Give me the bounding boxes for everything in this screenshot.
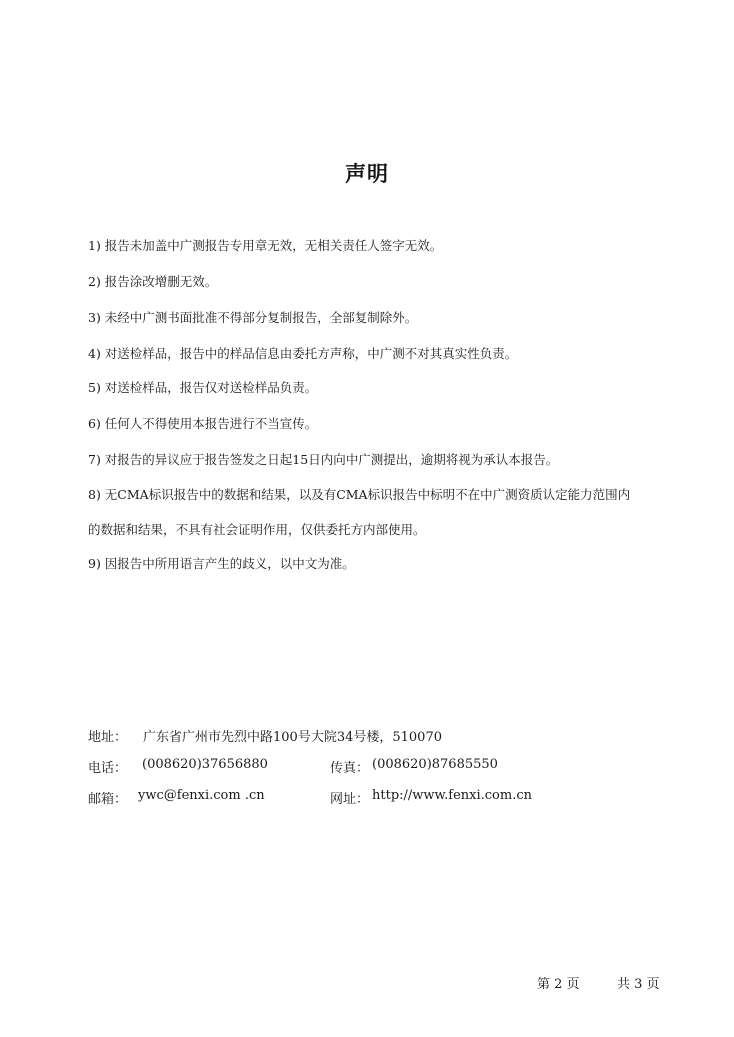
website-value: http://www.fenxi.com.cn — [372, 788, 532, 803]
page-number-total: 共 3 页 — [617, 977, 660, 992]
clause-3: 3) 未经中广测书面批准不得部分复制报告，全部复制除外。 — [88, 310, 418, 325]
phone-label: 电话： — [88, 761, 128, 776]
page-number-current: 第 2 页 — [537, 977, 580, 992]
clause-6: 6) 任何人不得使用本报告进行不当宣传。 — [88, 416, 318, 431]
clause-9: 9) 因报告中所用语言产生的歧义，以中文为准。 — [88, 556, 355, 571]
address-label: 地址： — [88, 730, 128, 745]
clause-1: 1) 报告未加盖中广测报告专用章无效，无相关责任人签字无效。 — [88, 238, 443, 253]
website-label: 网址： — [330, 792, 370, 807]
clause-8-line-2: 的数据和结果，不具有社会证明作用，仅供委托方内部使用。 — [88, 522, 426, 537]
clause-7: 7) 对报告的异议应于报告签发之日起15日内向中广测提出，逾期将视为承认本报告。 — [88, 452, 559, 467]
address-value: 广东省广州市先烈中路100号大院34号楼，510070 — [143, 730, 442, 745]
fax-value: (008620)87685550 — [372, 757, 498, 772]
clause-4: 4) 对送检样品，报告中的样品信息由委托方声称，中广测不对其真实性负责。 — [88, 346, 518, 361]
clause-2: 2) 报告涂改增删无效。 — [88, 274, 218, 289]
email-label: 邮箱： — [88, 792, 128, 807]
fax-label: 传真： — [330, 761, 370, 776]
page-title: 声明 — [345, 161, 389, 186]
clause-8-line-1: 8) 无CMA标识报告中的数据和结果，以及有CMA标识报告中标明不在中广测资质认定能力范围内 — [88, 487, 631, 502]
phone-value: (008620)37656880 — [142, 757, 268, 772]
clause-5: 5) 对送检样品，报告仅对送检样品负责。 — [88, 380, 318, 395]
email-value: ywc@fenxi.com .cn — [138, 788, 265, 803]
